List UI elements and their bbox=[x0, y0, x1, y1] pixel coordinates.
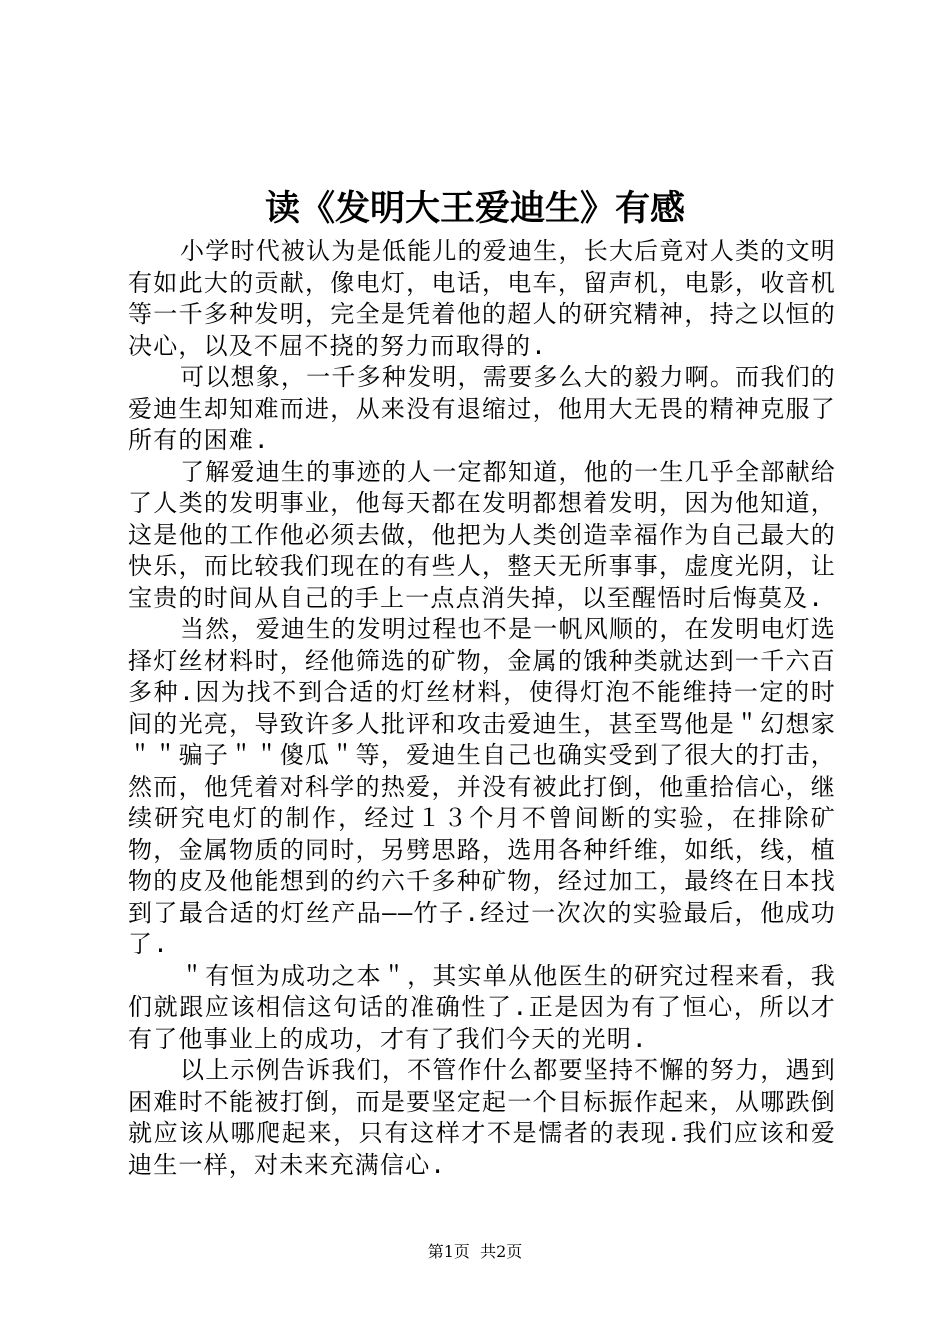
paragraph: 当然，爱迪生的发明过程也不是一帆风顺的，在发明电灯选择灯丝材料时，经他筛选的矿物，金属的饿种类就达到一千六百多种.因为找不到合适的灯丝材料，使得灯泡不能维持一定的时间的光亮，导致许多人批评和攻击爱迪生，甚至骂他是＂幻想家＂＂骗子＂＂傻瓜＂等，爱迪生自己也确实受到了很大的打击，然而，他凭着对科学的热爱，并没有被此打倒，他重拾信心，继续研究电灯的制作，经过１３个月不曾间断的实验，在排除矿物，金属物质的同时，另劈思路，选用各种纤维，如纸，线，植物的皮及他能想到的约六千多种矿物，经过加工，最终在日本找到了最合适的灯丝产品——竹子.经过一次次的实验最后，他成功了. bbox=[128, 615, 836, 958]
paragraph: 以上示例告诉我们，不管作什么都要坚持不懈的努力，遇到困难时不能被打倒，而是要坚定起一个目标振作起来，从哪跌倒就应该从哪爬起来，只有这样才不是懦者的表现.我们应该和爱迪生一样，对未来充满信心. bbox=[128, 1056, 836, 1179]
paragraph: 可以想象，一千多种发明，需要多么大的毅力啊。而我们的爱迪生却知难而进，从来没有退缩过，他用大无畏的精神克服了所有的困难. bbox=[128, 363, 836, 454]
document-title: 读《发明大王爱迪生》有感 bbox=[264, 188, 685, 229]
page-footer: 第1页 共2页 bbox=[427, 1242, 523, 1261]
paragraph: 了解爱迪生的事迹的人一定都知道，他的一生几乎全部献给了人类的发明事业，他每天都在发明都想着发明，因为他知道，这是他的工作他必须去做，他把为人类创造幸福作为自己最大的快乐，而比较我们现在的有些人，整天无所事事，虚度光阴，让宝贵的时间从自己的手上一点点消失掉，以至醒悟时后悔莫及. bbox=[128, 457, 836, 612]
document-body bbox=[128, 236, 836, 1181]
paragraph: 小学时代被认为是低能儿的爱迪生，长大后竟对人类的文明有如此大的贡献，像电灯，电话，电车，留声机，电影，收音机等一千多种发明，完全是凭着他的超人的研究精神，持之以恒的决心，以及不屈不挠的努力而取得的. bbox=[128, 237, 836, 360]
paragraph: ＂有恒为成功之本＂，其实单从他医生的研究过程来看，我们就跟应该相信这句话的准确性了.正是因为有了恒心，所以才有了他事业上的成功，才有了我们今天的光明. bbox=[128, 961, 836, 1053]
